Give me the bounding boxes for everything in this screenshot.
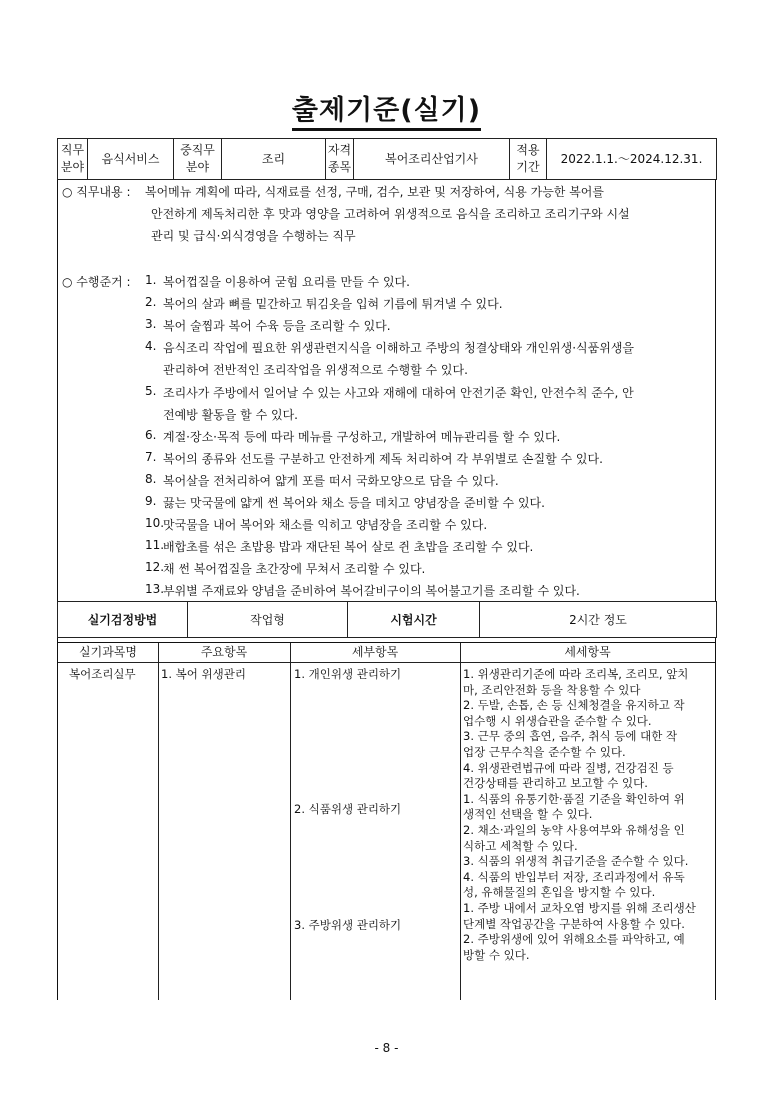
content-line: 안전하게 제독처리한 후 맛과 영양을 고려하여 위생적으로 음식을 조리하고 조리기구와 시설 [151, 207, 630, 221]
criteria-text: 복어의 살과 뼈를 밑간하고 튀김옷을 입혀 기름에 튀겨낼 수 있다. [163, 297, 503, 312]
criteria-text: 관리하여 전반적인 조리작업을 위생적으로 수행할 수 있다. [163, 363, 468, 378]
field-label: 직무 분야 [58, 139, 88, 180]
qualification-info-table [57, 138, 717, 180]
detail-item-line: 식하고 세척할 수 있다. [463, 838, 578, 853]
header-main-item: 주요항목 [158, 643, 290, 663]
column-divider [290, 643, 291, 1000]
field-value: 음식서비스 [88, 139, 174, 180]
period-label: 적용 기간 [510, 139, 547, 180]
criteria-text: 복어껍질을 이용하여 굳힘 요리를 만들 수 있다. [163, 275, 410, 289]
period-value: 2022.1.1.～2024.12.31. [547, 139, 717, 180]
criteria-number: 10. [145, 516, 165, 531]
subject-name: 복어조리실무 [69, 667, 136, 681]
detail-item-line: 건강상태를 관리하고 보고할 수 있다. [463, 776, 648, 791]
header-detail-item: 세세항목 [460, 643, 715, 663]
detail-item-line: 성, 유해물질의 혼입을 방지할 수 있다. [463, 885, 656, 900]
content-line: 관리 및 급식·외식경영을 수행하는 직무 [151, 229, 356, 243]
method-value: 작업형 [188, 602, 348, 638]
detail-item-line: 방할 수 있다. [463, 947, 530, 962]
detail-item-line: 1. 주방 내에서 교차오염 방지를 위해 조리생산 [463, 901, 696, 915]
detail-item-line: 생적인 선택을 할 수 있다. [463, 807, 593, 822]
header-subject: 실기과목명 [58, 643, 158, 663]
criteria-number: 7. [145, 449, 157, 464]
detail-item-line: 4. 식품의 반입부터 저장, 조리과정에서 유독 [463, 869, 685, 884]
sub-item: 3. 주방위생 관리하기 [294, 918, 402, 932]
cert-value: 복어조리산업기사 [354, 139, 510, 180]
criteria-text: 계절·장소·목적 등에 따라 메뉴를 구성하고, 개발하여 메뉴관리를 할 수 있다. [163, 429, 561, 444]
criteria-text: 끓는 맛국물에 얇게 썬 복어와 채소 등을 데치고 양념장을 준비할 수 있다. [163, 496, 545, 510]
detail-item-line: 업수행 시 위생습관을 준수할 수 있다. [463, 713, 652, 728]
method-label: 실기검정방법 [58, 602, 188, 638]
sub-item: 1. 개인위생 관리하기 [294, 667, 402, 681]
criteria-text: 조리사가 주방에서 일어날 수 있는 사고와 재해에 대하여 안전기준 확인, 안전수칙 준수, 안 [163, 385, 634, 400]
detail-item-line: 1. 식품의 유통기한·품질 기준을 확인하여 위 [463, 791, 685, 806]
time-label: 시험시간 [348, 602, 480, 638]
criteria-number: 5. [145, 383, 157, 398]
criteria-number: 6. [145, 427, 157, 442]
detail-item-line: 2. 주방위생에 있어 위해요소를 파악하고, 예 [463, 932, 685, 947]
criteria-label: ○ 수행준거 : [62, 275, 131, 289]
criteria-number: 3. [145, 317, 157, 332]
detail-item-line: 2. 채소·과일의 농약 사용여부와 유해성을 인 [463, 823, 685, 837]
criteria-number: 2. [145, 295, 157, 310]
detail-table [57, 642, 716, 1000]
page-number: - 8 - [374, 1041, 399, 1055]
detail-item-line: 마, 조리안전화 등을 착용할 수 있다 [463, 682, 641, 697]
sub-field-value: 조리 [222, 139, 326, 180]
criteria-text: 복어 술찜과 복어 수육 등을 조리할 수 있다. [163, 319, 391, 334]
criteria-text: 채 썬 복어껍질을 초간장에 무쳐서 조리할 수 있다. [163, 562, 426, 577]
criteria-text: 음식조리 작업에 필요한 위생관련지식을 이해하고 주방의 청결상태와 개인위생·식품위생을 [163, 341, 635, 356]
main-item: 1. 복어 위생관리 [161, 667, 246, 681]
column-divider [460, 643, 461, 1000]
criteria-text: 배합초를 섞은 초밥용 밥과 재단된 복어 살로 쥔 초밥을 조리할 수 있다. [163, 540, 534, 555]
detail-item-line: 2. 두발, 손톱, 손 등 신체청결을 유지하고 작 [463, 698, 685, 713]
criteria-number: 1. [145, 273, 157, 287]
sub-field-label: 중직무 분야 [174, 139, 222, 180]
criteria-number: 9. [145, 494, 157, 508]
detail-item-line: 1. 위생관리기준에 따라 조리복, 조리모, 앞치 [463, 667, 689, 681]
criteria-number: 13. [145, 582, 165, 597]
criteria-text: 맛국물을 내어 복어와 채소를 익히고 양념장을 조리할 수 있다. [163, 518, 488, 533]
time-value: 2시간 정도 [480, 602, 717, 638]
detail-item-line: 단계별 작업공간을 구분하여 사용할 수 있다. [463, 916, 685, 931]
cert-label: 자격 종목 [326, 139, 354, 180]
detail-item-line: 4. 위생관련법규에 따라 질병, 건강검진 등 [463, 760, 674, 775]
page-title: 출제기준(실기) [0, 88, 773, 127]
content-line: 복어메뉴 계획에 따라, 식재료를 선정, 구매, 검수, 보관 및 저장하여, 식용 가능한 복어를 [145, 185, 604, 199]
duties-section [57, 180, 716, 601]
criteria-number: 4. [145, 339, 157, 354]
sub-item: 2. 식품위생 관리하기 [294, 802, 402, 816]
criteria-text: 복어살을 전처리하여 얇게 포를 떠서 국화모양으로 담을 수 있다. [163, 473, 499, 488]
column-divider [158, 643, 159, 1000]
criteria-number: 11. [145, 538, 165, 553]
detail-item-line: 업장 근무수칙을 준수할 수 있다. [463, 745, 626, 759]
criteria-text: 복어의 종류와 선도를 구분하고 안전하게 제독 처리하여 각 부위별로 손질할 수 있다. [163, 451, 603, 466]
criteria-number: 12. [145, 560, 165, 575]
exam-method-table [57, 601, 717, 638]
header-sub-item: 세부항목 [290, 643, 460, 663]
detail-item-line: 3. 식품의 위생적 취급기준을 준수할 수 있다. [463, 854, 689, 869]
content-label: ○ 직무내용 : [62, 185, 131, 199]
criteria-text: 부위별 주재료와 양념을 준비하여 복어갈비구이의 복어불고기를 조리할 수 있다. [163, 584, 580, 599]
criteria-number: 8. [145, 471, 157, 486]
detail-item-line: 3. 근무 중의 흡연, 음주, 취식 등에 대한 작 [463, 729, 678, 744]
criteria-text: 전예방 활동을 할 수 있다. [163, 407, 298, 422]
